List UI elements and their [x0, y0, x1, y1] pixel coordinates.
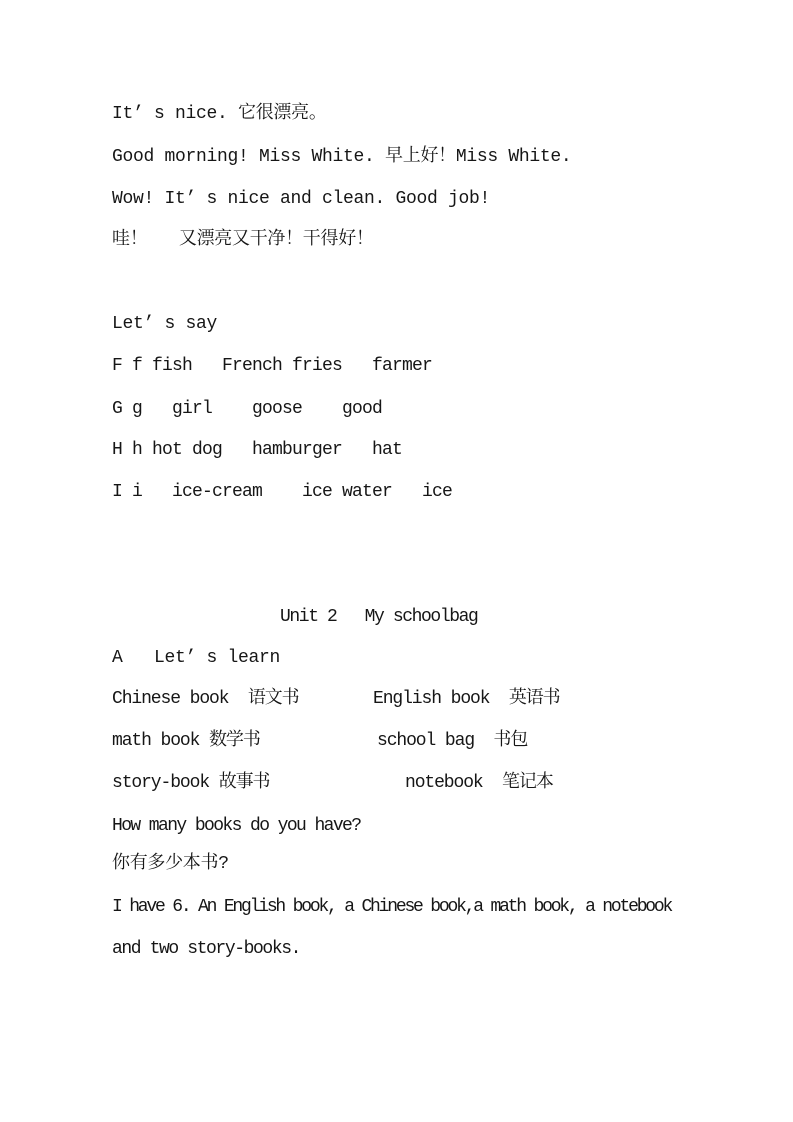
answer-i-have-6 [0, 895, 793, 921]
question-translation [0, 852, 793, 878]
text-segment: English book 英语书 [373, 689, 560, 709]
text-segment: Chinese book 语文书 [112, 689, 299, 709]
text-segment: G g girl goose good [112, 399, 383, 419]
text-segment: Good morning! Miss White. 早上好！Miss White. [112, 147, 572, 167]
text-segment: H h hot dog hamburger hat [112, 440, 403, 460]
text-segment: math book 数学书 [112, 731, 260, 751]
text-segment: story-book 故事书 [112, 773, 270, 793]
text-segment: How many books do you have? [112, 816, 361, 836]
letter-f-words [0, 354, 793, 380]
letter-i-words [0, 480, 793, 506]
text-segment: 你有多少本书? [112, 854, 229, 874]
text-segment: It’ s nice. 它很漂亮。 [112, 104, 327, 124]
text-segment: I i ice-cream ice water ice [112, 482, 453, 502]
lets-learn-heading [0, 646, 793, 672]
dialog-good-morning [0, 145, 793, 171]
unit2-title [0, 605, 793, 631]
text-segment: A Let’ s learn [112, 648, 281, 668]
vocab-math-book-school-bag [0, 729, 793, 755]
letter-g-words [0, 397, 793, 423]
answer-continued [0, 937, 793, 963]
text-segment: 哇！ 又漂亮又干净！干得好！ [112, 230, 374, 250]
vocab-storybook-notebook [0, 771, 793, 797]
text-segment: school bag 书包 [377, 731, 528, 751]
lets-say-heading [0, 312, 793, 338]
dialog-its-nice [0, 102, 793, 128]
text-segment: notebook 笔记本 [405, 773, 553, 793]
vocab-chinese-english-book [0, 687, 793, 713]
text-segment: Unit 2 My schoolbag [280, 607, 478, 627]
text-segment: Wow! It’ s nice and clean. Good job! [112, 189, 491, 209]
question-how-many-books [0, 814, 793, 840]
dialog-wa-translation [0, 228, 793, 254]
dialog-wow-nice-clean [0, 187, 793, 213]
text-segment: I have 6. An English book, a Chinese book,a math book, a notebook [112, 897, 672, 917]
text-segment: and two story-books. [112, 939, 301, 959]
text-segment: F f fish French fries farmer [112, 356, 433, 376]
text-segment: Let’ s say [112, 314, 218, 334]
letter-h-words [0, 438, 793, 464]
